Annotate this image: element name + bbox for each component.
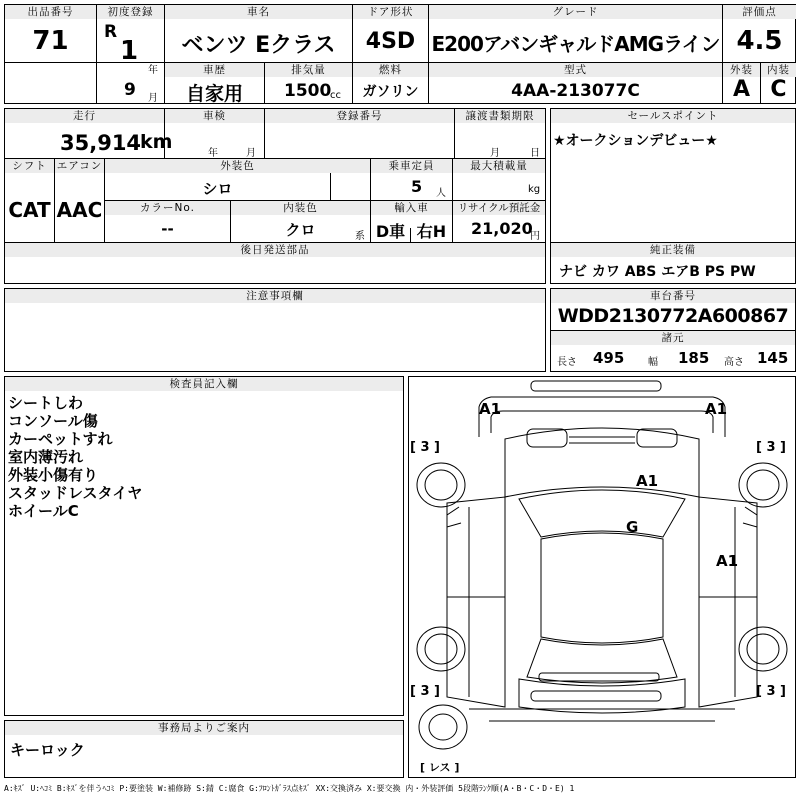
inspector-line: カーペットすれ: [8, 430, 113, 448]
car-diagram: [408, 376, 796, 778]
reg-label: 登録番号: [265, 109, 454, 123]
equipment-label: 純正装備: [551, 243, 795, 257]
import-hand: 右H: [416, 222, 447, 241]
tr-month-unit: 月: [490, 148, 500, 159]
notes-label: 注意事項欄: [5, 289, 545, 303]
color-no: --: [161, 220, 174, 238]
make: ベンツ Eクラス: [181, 33, 336, 58]
seats-unit: 人: [436, 188, 446, 199]
first-reg-label: 初度登録: [97, 5, 164, 19]
door-label: ドア形状: [353, 5, 428, 19]
tire-tread-rear-right: [ 3 ]: [756, 684, 786, 699]
length-label: 長さ: [557, 357, 577, 368]
shift: CAT: [8, 198, 51, 222]
int-label: 内装: [761, 63, 796, 77]
recycle: 21,020: [471, 219, 533, 238]
load-unit: kg: [528, 184, 541, 195]
score-label: 評価点: [723, 5, 796, 19]
recycle-unit: 円: [530, 231, 540, 242]
width: 185: [678, 349, 710, 367]
inspector-line: シートしわ: [8, 394, 84, 412]
tire-tread-front-right: [ 3 ]: [756, 440, 786, 455]
int-color-unit: 系: [355, 231, 365, 242]
length: 495: [593, 349, 625, 367]
car-outline: [409, 377, 795, 777]
mark-g-windshield: G: [626, 518, 639, 536]
mark-a1-roof: A1: [636, 472, 659, 490]
history: 自家用: [185, 83, 243, 105]
sales-point-text: ★オークションデビュー★: [553, 133, 718, 149]
inspector-line: 室内薄汚れ: [8, 448, 84, 466]
grade: E200アバンギャルドAMGライン: [431, 32, 720, 56]
ac: AAC: [56, 198, 103, 222]
mileage-unit: km: [140, 131, 173, 153]
disp-label: 排気量: [265, 63, 352, 77]
mark-a1-front-left: A1: [479, 400, 502, 418]
color-label: 外装色: [105, 159, 370, 173]
color: シロ: [202, 180, 233, 198]
month-unit: 月: [148, 93, 158, 104]
model: 4AA-213077C: [511, 81, 640, 101]
inspector-line: スタッドレスタイヤ: [8, 484, 143, 502]
import-label: 輸入車: [371, 201, 452, 215]
disp-unit: cc: [330, 90, 341, 101]
history-label: 車歴: [165, 63, 264, 77]
fuel-label: 燃料: [353, 63, 428, 77]
seats: 5: [411, 177, 423, 196]
tire-tread-front-left: [ 3 ]: [410, 440, 440, 455]
lot-number: 71: [32, 26, 69, 56]
displacement: 1500: [284, 81, 332, 101]
chassis-label: 車台番号: [551, 289, 795, 303]
inspector-label: 検査員記入欄: [5, 377, 403, 391]
office-label: 事務局よりご案内: [5, 721, 403, 735]
inspector-line: コンソール傷: [8, 412, 98, 430]
sales-point-label: セールスポイント: [551, 109, 795, 123]
height-label: 高さ: [724, 357, 744, 368]
lot-label: 出品番号: [5, 5, 96, 19]
inspection-label: 車検: [165, 109, 264, 123]
shift-label: シフト: [5, 159, 54, 173]
recycle-label: リサイクル預託金: [453, 201, 545, 215]
spare-tire: [ レス ]: [420, 761, 460, 774]
model-label: 型式: [429, 63, 722, 77]
width-label: 幅: [648, 357, 658, 368]
tr-day-unit: 日: [530, 148, 540, 159]
reg-year: 1: [120, 36, 139, 66]
reg-month: 9: [124, 80, 136, 100]
height: 145: [757, 349, 789, 367]
mark-a1-side: A1: [716, 552, 739, 570]
make-label: 車名: [165, 5, 352, 19]
mileage: 35,914: [60, 131, 142, 155]
era: R: [104, 22, 118, 42]
score: 4.5: [736, 26, 783, 56]
color-no-label: カラーNo.: [105, 201, 230, 215]
int-color: クロ: [285, 221, 316, 239]
mileage-label: 走行: [5, 109, 164, 123]
legend: A:ｷｽﾞ U:ﾍｺﾐ B:ｷｽﾞを伴うﾍｺﾐ P:要塗装 W:補修跡 S:錆 C:腐食 G:ﾌﾛﾝﾄｶﾞﾗｽ点ｷｽﾞ XX:交換済み X:要交換 内・外装評価 5段階ﾗﾝｸ順(A・B・C・D・E) 1: [4, 784, 575, 793]
insp-month-unit: 月: [246, 148, 256, 159]
int-grade: C: [770, 77, 787, 102]
insp-year-unit: 年: [208, 148, 218, 159]
import-drive: D車: [375, 222, 406, 241]
transfer-label: 譲渡書類期限: [455, 109, 545, 123]
office-text: キーロック: [10, 741, 85, 759]
later-parts-label: 後日発送部品: [5, 243, 545, 257]
inspector-line: ホイールC: [8, 502, 79, 520]
ext-grade: A: [732, 77, 751, 102]
ac-label: エアコン: [56, 160, 103, 172]
inspector-line: 外装小傷有り: [8, 466, 99, 484]
year-unit: 年: [148, 65, 158, 76]
equipment-text: ナビ カワ ABS エアB PS PW: [559, 264, 756, 280]
chassis-number: WDD2130772A600867: [557, 305, 789, 327]
load-label: 最大積載量: [453, 159, 545, 173]
ext-label: 外装: [723, 63, 760, 77]
fuel: ガソリン: [362, 84, 419, 100]
door: 4SD: [365, 29, 416, 54]
mark-a1-front-right: A1: [705, 400, 728, 418]
tire-tread-rear-left: [ 3 ]: [410, 684, 440, 699]
specs-label: 諸元: [551, 331, 795, 345]
seats-label: 乗車定員: [371, 159, 452, 173]
grade-label: グレード: [429, 5, 722, 19]
int-color-label: 内装色: [231, 201, 370, 215]
